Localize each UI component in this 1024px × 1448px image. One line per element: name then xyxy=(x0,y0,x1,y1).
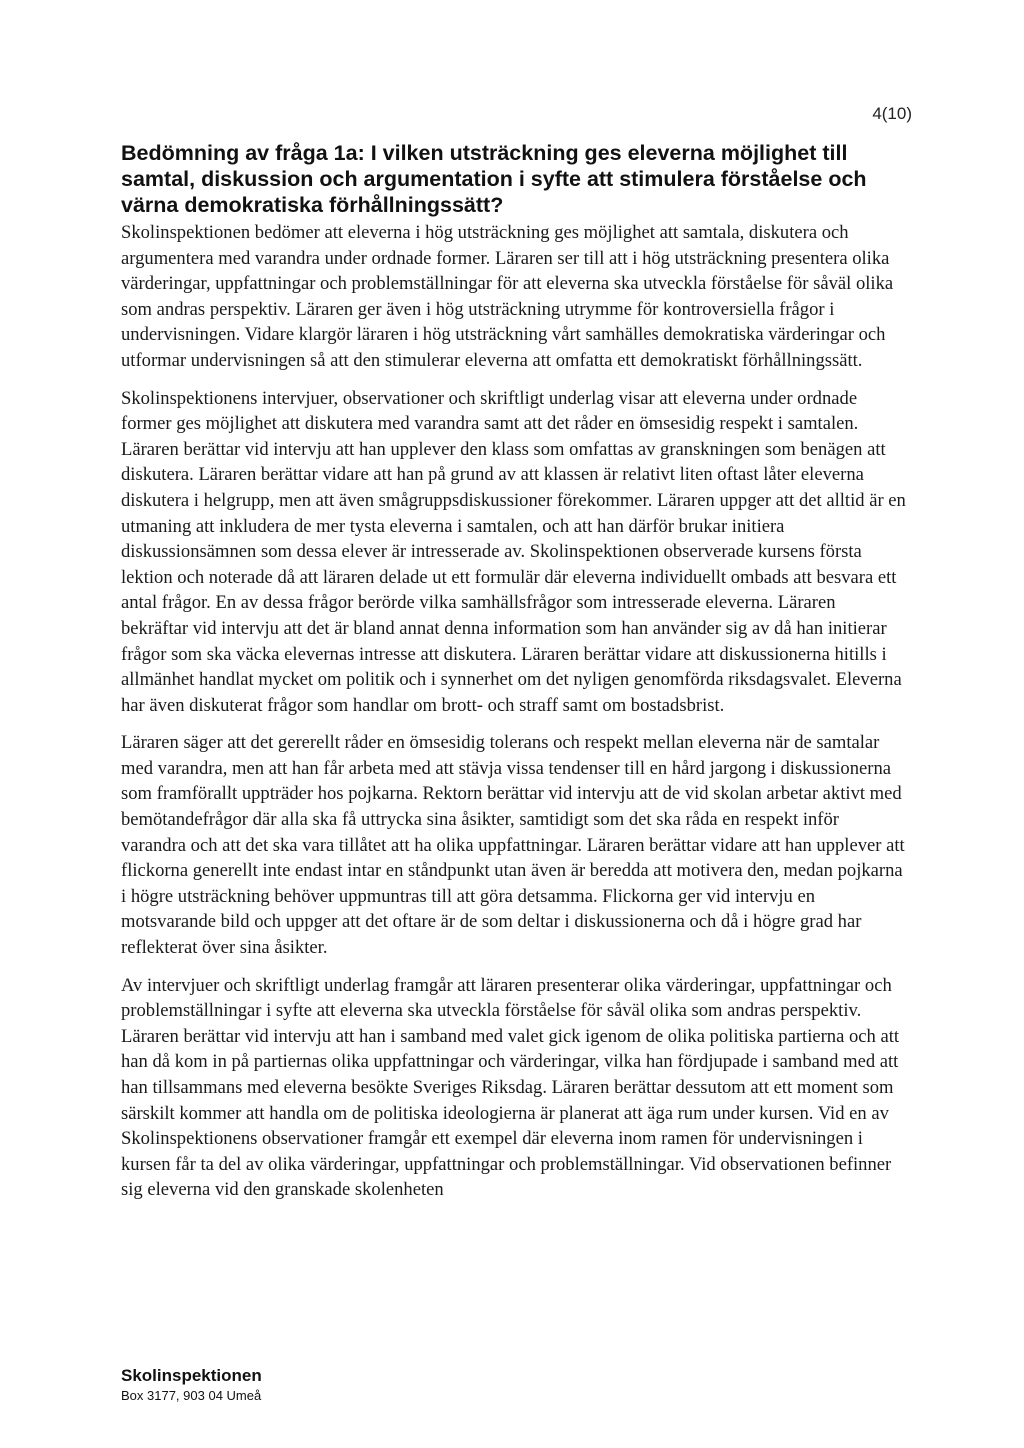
paragraph-lead: Skolinspektionen bedömer att xyxy=(121,222,344,243)
paragraph-text: Av intervjuer och skriftligt underlag framgår att läraren presenterar olika värderingar, uppfattningar och problemställningar i syfte att eleverna ska utveckla förståelse för såväl olika som andras perspektiv. Läraren berättar vid intervju att han i samband med valet gick igenom de olika politiska partierna och att han då kom in på partiernas olika uppfattningar och värderingar, vilka han fördjupade i samband med att han tillsammans med eleverna besökte Sveriges Riksdag. Läraren berättar dessutom att ett moment som särskilt kommer att handla om de politiska ideologierna är planerat att äga rum under kursen. Vid en av Skolinspektionens observationer framgår ett exempel där eleverna inom ramen för undervisningen i kursen får ta del av olika värderingar, uppfattningar och problemställningar. Vid observationen befinner sig eleverna vid den granskade skolenheten xyxy=(121,974,900,1201)
body-text xyxy=(121,220,906,1215)
paragraph xyxy=(121,386,906,719)
footer-address: Box 3177, 903 04 Umeå xyxy=(121,1388,262,1403)
paragraph xyxy=(121,220,906,374)
paragraph xyxy=(121,973,906,1203)
paragraph-text: Skolinspektionens intervjuer, observationer och skriftligt underlag visar att eleverna under ordnade former ges möjlighet att diskutera med varandra samt att det råder en ömsesidig respekt i samtalen. Läraren berättar vid intervju att han upplever den klass som omfattas av granskningen som benägen att diskutera. Läraren berättar vidare att han på grund av att klassen är relativt liten oftast låter eleverna diskutera i helgrupp, men att även smågruppsdiskussioner förekommer. Läraren uppger att det alltid är en utmaning att inkludera de mer tysta eleverna i samtalen, och att han därför brukar initiera diskussionsämnen som dessa elever är intresserade av. Skolinspektionen observerade kursens första lektion och noterade då att läraren delade ut ett formulär där eleverna individuellt ombads att besvara ett antal frågor. En av dessa frågor berörde vilka samhällsfrågor som intresserade eleverna. Läraren bekräftar vid intervju att det är bland annat denna information som han använder sig av då han initierar frågor som ska väcka elevernas intresse att diskutera. Läraren berättar vidare att diskussionerna hitills i allmänhet handlat mycket om politik och i synnerhet om det nyligen genomförda riksdagsvalet. Eleverna har även diskuterat frågor som handlar om brott- och straff samt om bostadsbrist. xyxy=(121,387,906,716)
page-number: 4(10) xyxy=(872,104,912,123)
footer-organization: Skolinspektionen xyxy=(121,1366,262,1385)
page-footer xyxy=(121,1365,262,1405)
paragraph-text: Läraren säger att det gererellt råder en ömsesidig tolerans och respekt mellan eleverna när de samtalar med varandra, men att han får arbeta med att stävja vissa tendenser till en hård jargong i diskussionerna som framförallt uppträder hos pojkarna. Rektorn berättar vid intervju att de vid skolan arbetar aktivt med bemötandefrågor där alla ska få uttrycka sina åsikter, samtidigt som det ska råda en respekt inför varandra och att det ska vara tillåtet att ha olika uppfattningar. Läraren berättar vidare att han upplever att flickorna generellt inte endast intar en ståndpunkt utan även är beredda att motivera den, medan pojkarna i högre utsträckning behöver uppmuntras till att göra detsamma. Flickorna ger vid intervju en motsvarande bild och uppger att det oftare är de som deltar i diskussionerna och då i högre grad har reflekterat över sina åsikter. xyxy=(121,732,905,959)
paragraph xyxy=(121,730,906,960)
section-heading: Bedömning av fråga 1a: I vilken utsträckning ges eleverna möjlighet till samtal, diskussion och argumentation i syfte att stimulera förståelse och värna demokratiska förhållningssätt? xyxy=(121,141,867,217)
paragraph-text: eleverna i hög utsträckning ges möjlighet att samtala, diskutera och argumentera med varandra under ordnade former. Läraren ser till att i hög utsträckning presentera olika värderingar, uppfattningar och problemställningar för att eleverna ska utveckla förståelse för såväl olika som andras perspektiv. Läraren ger även i hög utsträckning utrymme för kontroversiella frågor i undervisningen. Vidare klargör läraren i hög utsträckning vårt samhälles demokratiska värderingar och utformar undervisningen så att den stimulerar eleverna att omfatta ett demokratiskt förhållningssätt. xyxy=(121,222,894,371)
